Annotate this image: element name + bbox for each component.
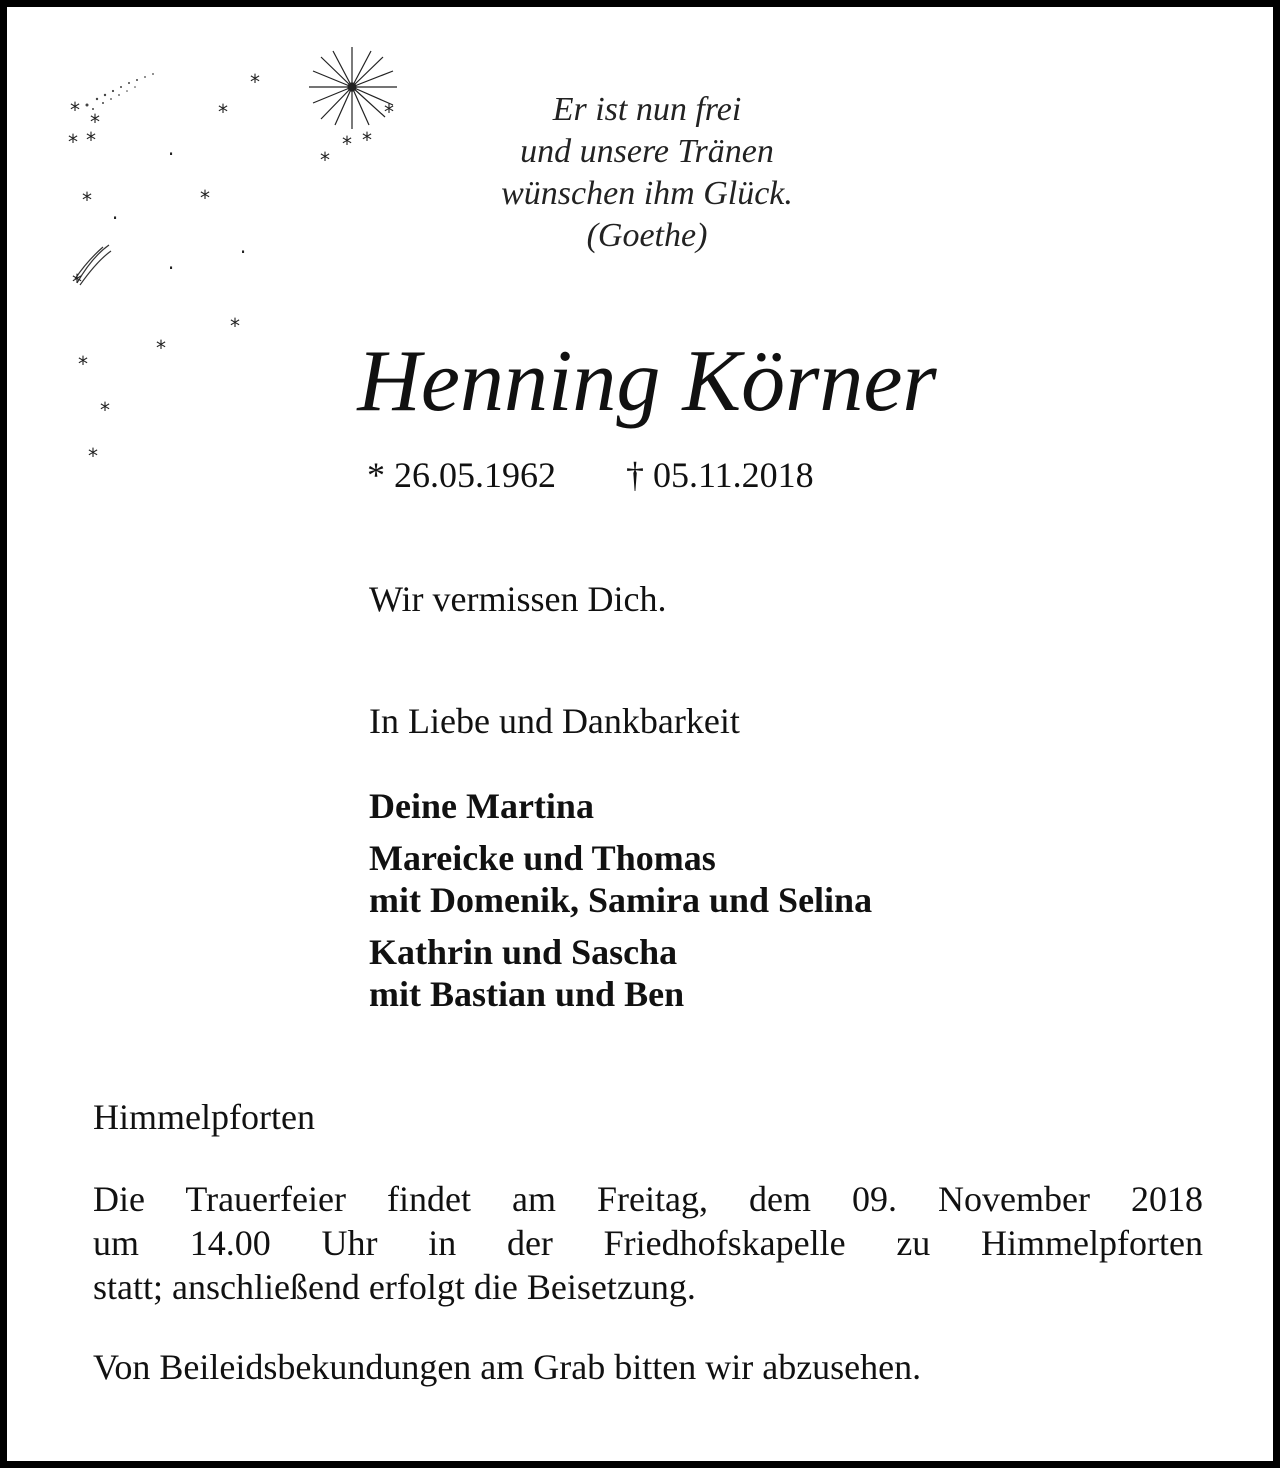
quote-attribution: (Goethe)	[586, 217, 708, 254]
svg-text:*: *	[320, 148, 330, 172]
message: Wir vermissen Dich.	[369, 579, 667, 619]
birth-date: * 26.05.1962	[367, 455, 556, 495]
svg-text:·: ·	[167, 256, 175, 280]
family-line: mit Domenik, Samira und Selina	[369, 880, 873, 920]
svg-text:·: ·	[111, 206, 119, 230]
family-line: Deine Martina	[369, 786, 594, 826]
service-line: statt; anschließend erfolgt die Beisetzung.	[93, 1267, 696, 1307]
family-line: Kathrin und Sascha	[369, 932, 678, 972]
closing: In Liebe und Dankbarkeit	[369, 701, 740, 741]
family-line: mit Bastian und Ben	[369, 974, 685, 1014]
funeral-service-info	[93, 1177, 1203, 1309]
quote-line: und unsere Tränen	[520, 133, 774, 170]
svg-text:·: ·	[167, 142, 175, 166]
family-group	[369, 785, 872, 827]
place: Himmelpforten	[93, 1097, 315, 1137]
deceased-name: Henning Körner	[357, 333, 937, 430]
service-line: Die Trauerfeier findet am Freitag, dem 09. November 2018	[93, 1179, 1203, 1219]
svg-text:*: *	[88, 444, 98, 468]
shooting-star-icon	[86, 73, 154, 110]
svg-text:*: *	[200, 186, 210, 210]
quote-line: wünschen ihm Glück.	[501, 175, 793, 212]
family-list	[369, 785, 872, 1025]
svg-text:*: *	[90, 110, 100, 134]
svg-text:*: *	[384, 100, 394, 124]
service-line: um 14.00 Uhr in der Friedhofskapelle zu Himmelpforten	[93, 1223, 1203, 1263]
svg-text:*: *	[70, 98, 80, 122]
svg-text:*: *	[86, 128, 96, 152]
svg-text:*: *	[250, 70, 260, 94]
svg-text:*: *	[342, 132, 352, 156]
svg-text:*: *	[68, 130, 78, 154]
svg-text:*: *	[82, 188, 92, 212]
svg-text:*: *	[72, 270, 82, 294]
svg-text:*: *	[78, 352, 88, 376]
goethe-quote	[407, 89, 887, 257]
svg-text:*: *	[156, 336, 166, 360]
svg-text:*: *	[362, 128, 372, 152]
svg-text:·: ·	[239, 240, 247, 264]
svg-text:*: *	[218, 100, 228, 124]
death-date: † 05.11.2018	[626, 455, 814, 495]
family-group	[369, 931, 872, 1015]
quote-line: Er ist nun frei	[552, 91, 742, 128]
family-line: Mareicke und Thomas	[369, 838, 716, 878]
svg-text:*: *	[230, 314, 240, 338]
condolence-note	[93, 1345, 1203, 1389]
note-line: Von Beileidsbekundungen am Grab bitten wir abzusehen.	[93, 1347, 922, 1387]
svg-text:*: *	[100, 398, 110, 422]
life-dates	[367, 451, 814, 499]
family-group	[369, 837, 872, 921]
